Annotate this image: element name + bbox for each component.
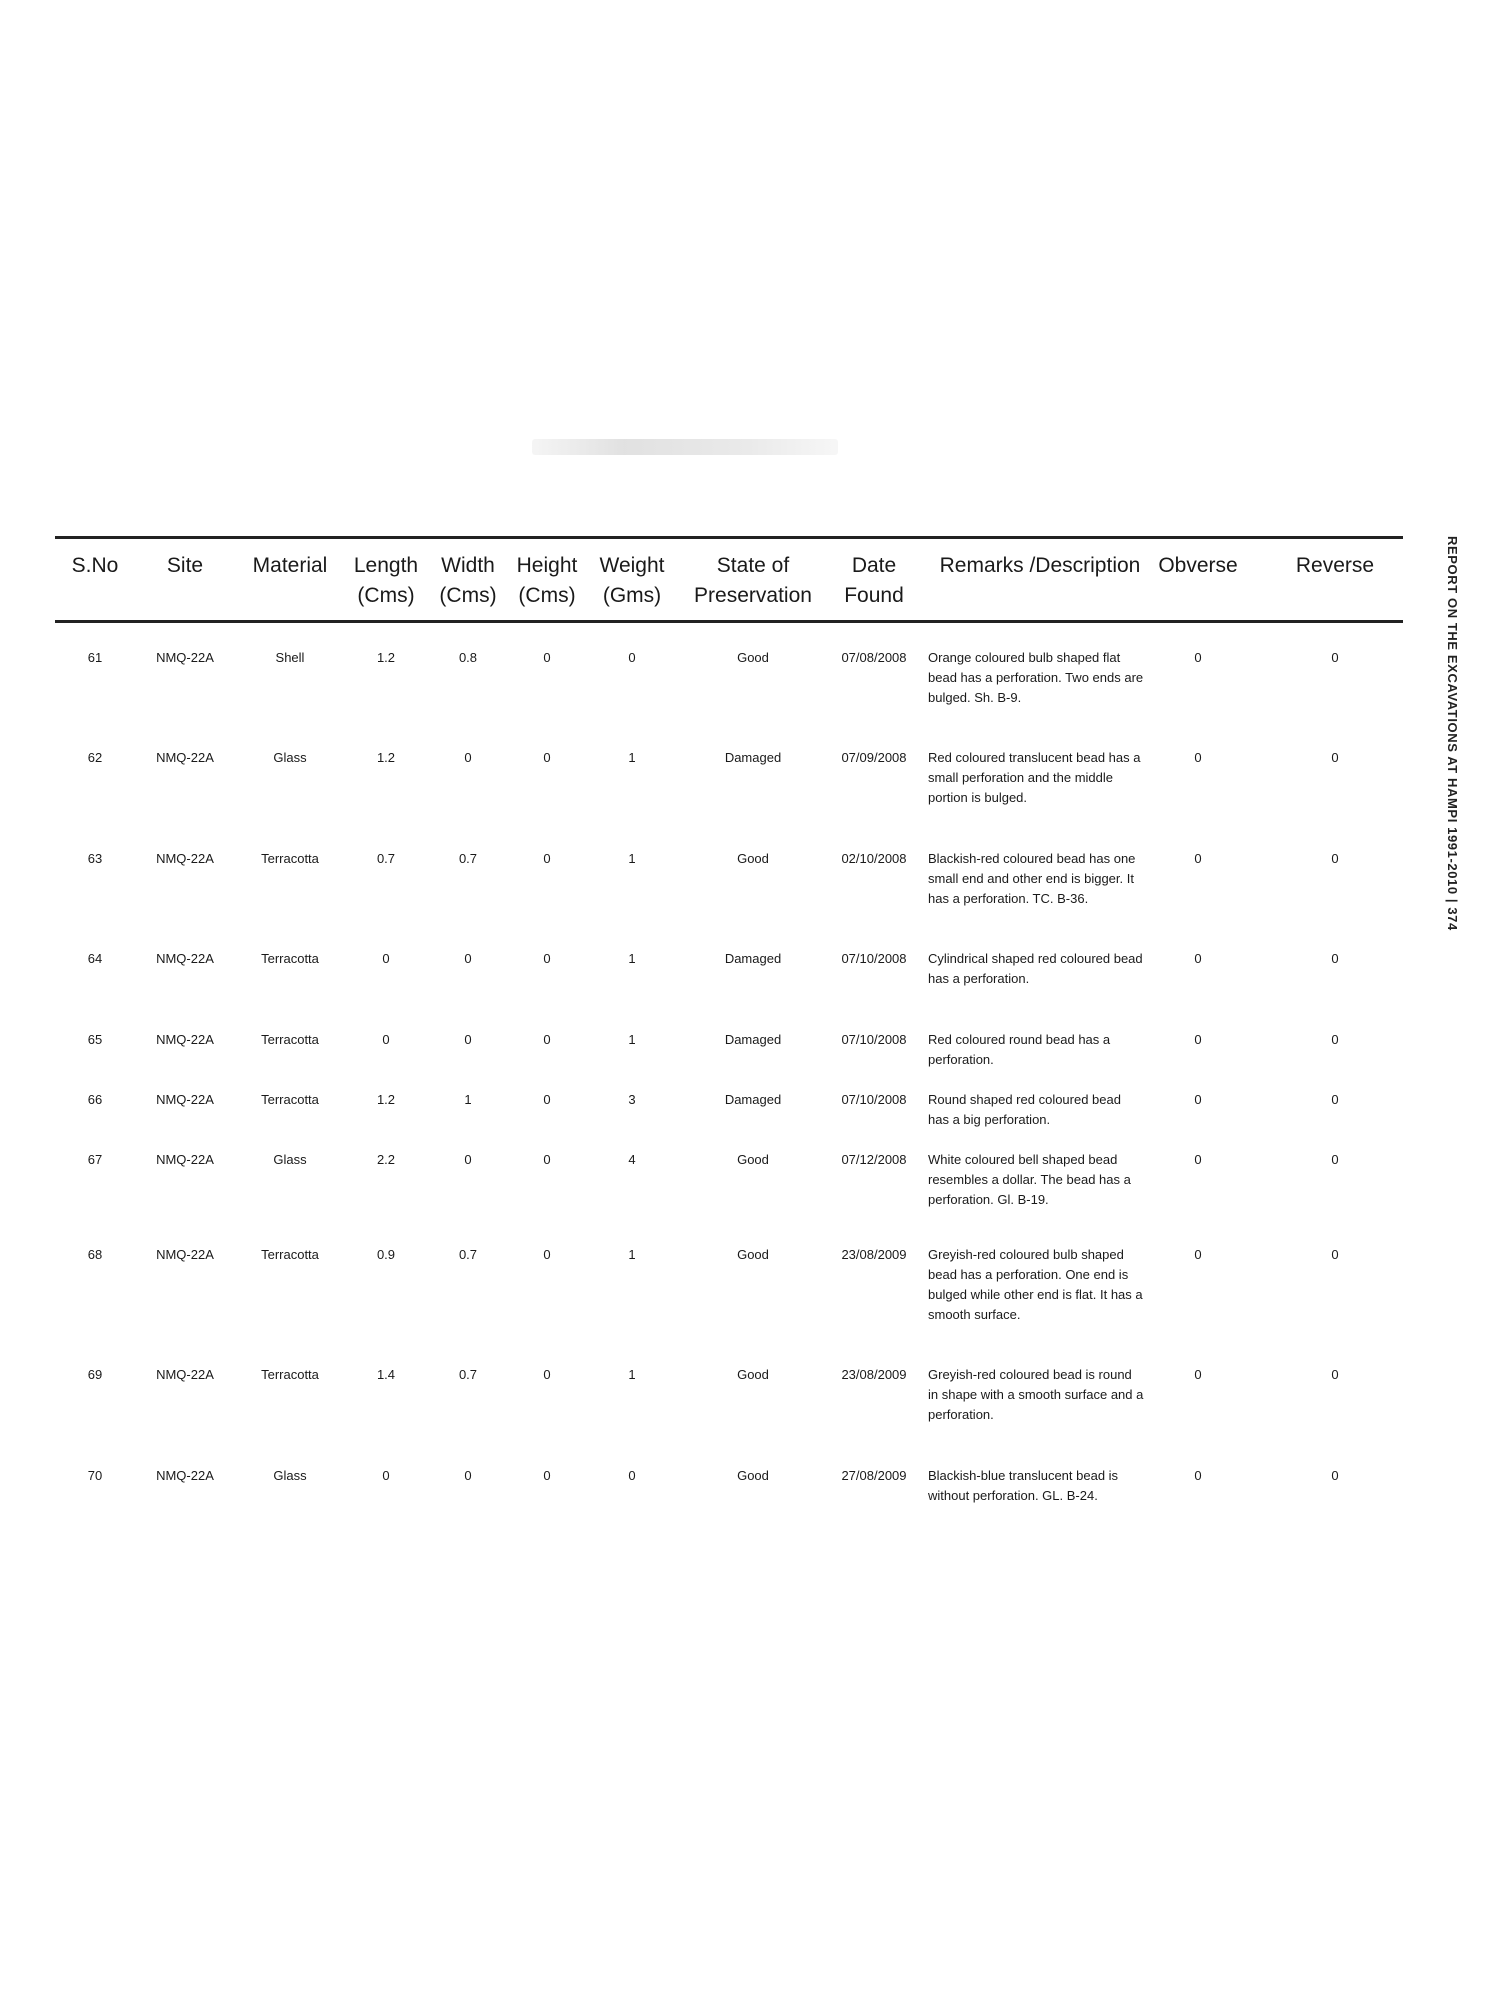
cell-date: 27/08/2009 xyxy=(841,1468,907,1483)
cell-site: NMQ-22A xyxy=(156,1367,214,1382)
cell-length: 1.4 xyxy=(376,1367,396,1382)
cell-date: 07/08/2008 xyxy=(841,650,907,665)
cell-material: Glass xyxy=(273,750,307,765)
column-header-material xyxy=(240,551,340,611)
cell-site: NMQ-22A xyxy=(156,650,214,665)
cell-sno: 61 xyxy=(87,650,103,665)
column-header-line: Width xyxy=(441,554,495,577)
column-header-line: (Gms) xyxy=(602,584,662,607)
cell-state: Damaged xyxy=(724,750,782,765)
column-header-reverse xyxy=(1285,551,1385,611)
cell-width: 0.7 xyxy=(458,1247,478,1262)
column-header-site xyxy=(140,551,230,611)
cell-sno: 70 xyxy=(87,1468,103,1483)
cell-date: 07/10/2008 xyxy=(841,1092,907,1107)
cell-height: 0 xyxy=(543,750,551,765)
column-header-line: Reverse xyxy=(1295,554,1375,577)
cell-length: 1.2 xyxy=(376,1092,396,1107)
cell-height: 0 xyxy=(543,1468,551,1483)
cell-length: 0 xyxy=(382,951,390,966)
cell-weight: 1 xyxy=(628,1032,636,1047)
column-header-date xyxy=(828,551,920,611)
cell-site: NMQ-22A xyxy=(156,750,214,765)
cell-weight: 0 xyxy=(628,1468,636,1483)
cell-site: NMQ-22A xyxy=(156,951,214,966)
cell-material: Shell xyxy=(275,650,305,665)
cell-length: 0.9 xyxy=(376,1247,396,1262)
cell-site: NMQ-22A xyxy=(156,1468,214,1483)
cell-height: 0 xyxy=(543,1367,551,1382)
column-header-line: Remarks /Description xyxy=(939,554,1141,577)
cell-width: 0.7 xyxy=(458,1367,478,1382)
column-header-state xyxy=(683,551,823,611)
cell-obverse: 0 xyxy=(1194,951,1202,966)
cell-weight: 3 xyxy=(628,1092,636,1107)
column-header-line: Height xyxy=(516,554,578,577)
cell-date: 23/08/2009 xyxy=(841,1247,907,1262)
cell-weight: 1 xyxy=(628,951,636,966)
cell-date: 02/10/2008 xyxy=(841,851,907,866)
cell-obverse: 0 xyxy=(1194,1092,1202,1107)
cell-width: 0 xyxy=(464,1468,472,1483)
cell-remarks: Greyish-red coloured bulb shaped bead has a perforation. One end is bulged while other end is flat. It has a smooth surface. xyxy=(928,1247,1143,1322)
cell-length: 1.2 xyxy=(376,750,396,765)
cell-site: NMQ-22A xyxy=(156,1152,214,1167)
cell-remarks: Blackish-red coloured bead has one small end and other end is bigger. It has a perforation. TC. B-36. xyxy=(928,851,1136,906)
cell-height: 0 xyxy=(543,1247,551,1262)
column-header-line: (Cms) xyxy=(439,584,497,607)
cell-site: NMQ-22A xyxy=(156,1247,214,1262)
cell-reverse: 0 xyxy=(1331,1152,1339,1167)
cell-width: 0 xyxy=(464,951,472,966)
column-header-sno xyxy=(55,551,135,611)
cell-weight: 1 xyxy=(628,1247,636,1262)
cell-height: 0 xyxy=(543,951,551,966)
column-header-line: (Cms) xyxy=(518,584,576,607)
cell-height: 0 xyxy=(543,1152,551,1167)
cell-remarks: Blackish-blue translucent bead is without perforation. GL. B-24. xyxy=(928,1468,1119,1503)
cell-width: 0 xyxy=(464,1152,472,1167)
cell-width: 0 xyxy=(464,750,472,765)
column-header-line: State of xyxy=(716,554,790,577)
cell-sno: 66 xyxy=(87,1092,103,1107)
column-header-line: Length xyxy=(353,554,419,577)
column-header-line: Date xyxy=(851,554,897,577)
cell-remarks: Greyish-red coloured bead is round in shape with a smooth surface and a perforation. xyxy=(928,1367,1144,1422)
column-header-line: Weight xyxy=(599,554,665,577)
cell-date: 07/09/2008 xyxy=(841,750,907,765)
cell-reverse: 0 xyxy=(1331,1092,1339,1107)
cell-weight: 1 xyxy=(628,1367,636,1382)
cell-obverse: 0 xyxy=(1194,851,1202,866)
cell-remarks: Red coloured round bead has a perforation. xyxy=(928,1032,1111,1067)
cell-length: 0 xyxy=(382,1468,390,1483)
cell-state: Good xyxy=(737,1247,769,1262)
cell-sno: 63 xyxy=(87,851,103,866)
cell-reverse: 0 xyxy=(1331,851,1339,866)
column-header-remarks xyxy=(924,551,1156,611)
cell-state: Good xyxy=(737,851,769,866)
cell-height: 0 xyxy=(543,851,551,866)
column-header-line: Site xyxy=(166,554,204,577)
cell-obverse: 0 xyxy=(1194,750,1202,765)
cell-sno: 68 xyxy=(87,1247,103,1262)
cell-state: Damaged xyxy=(724,1032,782,1047)
cell-weight: 4 xyxy=(628,1152,636,1167)
cell-obverse: 0 xyxy=(1194,1152,1202,1167)
cell-remarks: Round shaped red coloured bead has a big perforation. xyxy=(928,1092,1121,1127)
cell-state: Good xyxy=(737,650,769,665)
scan-smudge xyxy=(532,439,838,455)
cell-reverse: 0 xyxy=(1331,1247,1339,1262)
cell-length: 2.2 xyxy=(376,1152,396,1167)
cell-obverse: 0 xyxy=(1194,1032,1202,1047)
cell-date: 07/10/2008 xyxy=(841,1032,907,1047)
cell-weight: 1 xyxy=(628,750,636,765)
cell-width: 0.7 xyxy=(458,851,478,866)
cell-obverse: 0 xyxy=(1194,1367,1202,1382)
cell-date: 07/12/2008 xyxy=(841,1152,907,1167)
cell-date: 07/10/2008 xyxy=(841,951,907,966)
cell-state: Damaged xyxy=(724,1092,782,1107)
cell-state: Good xyxy=(737,1367,769,1382)
cell-reverse: 0 xyxy=(1331,650,1339,665)
cell-obverse: 0 xyxy=(1194,1468,1202,1483)
cell-weight: 0 xyxy=(628,650,636,665)
cell-site: NMQ-22A xyxy=(156,851,214,866)
cell-reverse: 0 xyxy=(1331,750,1339,765)
running-header: REPORT ON THE EXCAVATIONS AT HAMPI 1991-2010 | 374 xyxy=(1445,536,1460,931)
column-header-length xyxy=(346,551,426,611)
cell-obverse: 0 xyxy=(1194,650,1202,665)
cell-sno: 67 xyxy=(87,1152,103,1167)
cell-sno: 65 xyxy=(87,1032,103,1047)
column-header-width xyxy=(432,551,504,611)
column-header-height xyxy=(510,551,584,611)
table-header-rule xyxy=(55,620,1403,623)
cell-height: 0 xyxy=(543,1032,551,1047)
cell-site: NMQ-22A xyxy=(156,1092,214,1107)
cell-material: Terracotta xyxy=(261,1367,319,1382)
cell-remarks: Orange coloured bulb shaped flat bead has a perforation. Two ends are bulged. Sh. B-9. xyxy=(928,650,1144,705)
table-top-rule xyxy=(55,536,1403,539)
cell-height: 0 xyxy=(543,650,551,665)
cell-material: Terracotta xyxy=(261,1247,319,1262)
cell-state: Good xyxy=(737,1152,769,1167)
cell-reverse: 0 xyxy=(1331,1032,1339,1047)
cell-reverse: 0 xyxy=(1331,951,1339,966)
column-header-line: S.No xyxy=(71,554,119,577)
cell-width: 0.8 xyxy=(458,650,478,665)
column-header-obverse xyxy=(1150,551,1246,611)
column-header-line: Found xyxy=(844,584,904,607)
cell-remarks: White coloured bell shaped bead resembles a dollar. The bead has a perforation. Gl. B-19. xyxy=(928,1152,1131,1207)
cell-reverse: 0 xyxy=(1331,1367,1339,1382)
cell-material: Terracotta xyxy=(261,951,319,966)
cell-obverse: 0 xyxy=(1194,1247,1202,1262)
column-header-line: Preservation xyxy=(694,584,812,607)
cell-material: Glass xyxy=(273,1468,307,1483)
cell-material: Terracotta xyxy=(261,851,319,866)
cell-length: 1.2 xyxy=(376,650,396,665)
cell-sno: 62 xyxy=(87,750,103,765)
column-header-line: Obverse xyxy=(1158,554,1238,577)
cell-width: 0 xyxy=(464,1032,472,1047)
cell-state: Damaged xyxy=(724,951,782,966)
cell-reverse: 0 xyxy=(1331,1468,1339,1483)
cell-weight: 1 xyxy=(628,851,636,866)
cell-length: 0.7 xyxy=(376,851,396,866)
cell-state: Good xyxy=(737,1468,769,1483)
cell-length: 0 xyxy=(382,1032,390,1047)
cell-remarks: Cylindrical shaped red coloured bead has a perforation. xyxy=(928,951,1143,986)
cell-date: 23/08/2009 xyxy=(841,1367,907,1382)
cell-sno: 69 xyxy=(87,1367,103,1382)
cell-width: 1 xyxy=(464,1092,472,1107)
column-header-line: Material xyxy=(252,554,328,577)
cell-site: NMQ-22A xyxy=(156,1032,214,1047)
cell-sno: 64 xyxy=(87,951,103,966)
column-header-weight xyxy=(592,551,672,611)
cell-material: Glass xyxy=(273,1152,307,1167)
cell-material: Terracotta xyxy=(261,1092,319,1107)
cell-material: Terracotta xyxy=(261,1032,319,1047)
column-header-line: (Cms) xyxy=(357,584,415,607)
cell-remarks: Red coloured translucent bead has a small perforation and the middle portion is bulged. xyxy=(928,750,1141,805)
cell-height: 0 xyxy=(543,1092,551,1107)
